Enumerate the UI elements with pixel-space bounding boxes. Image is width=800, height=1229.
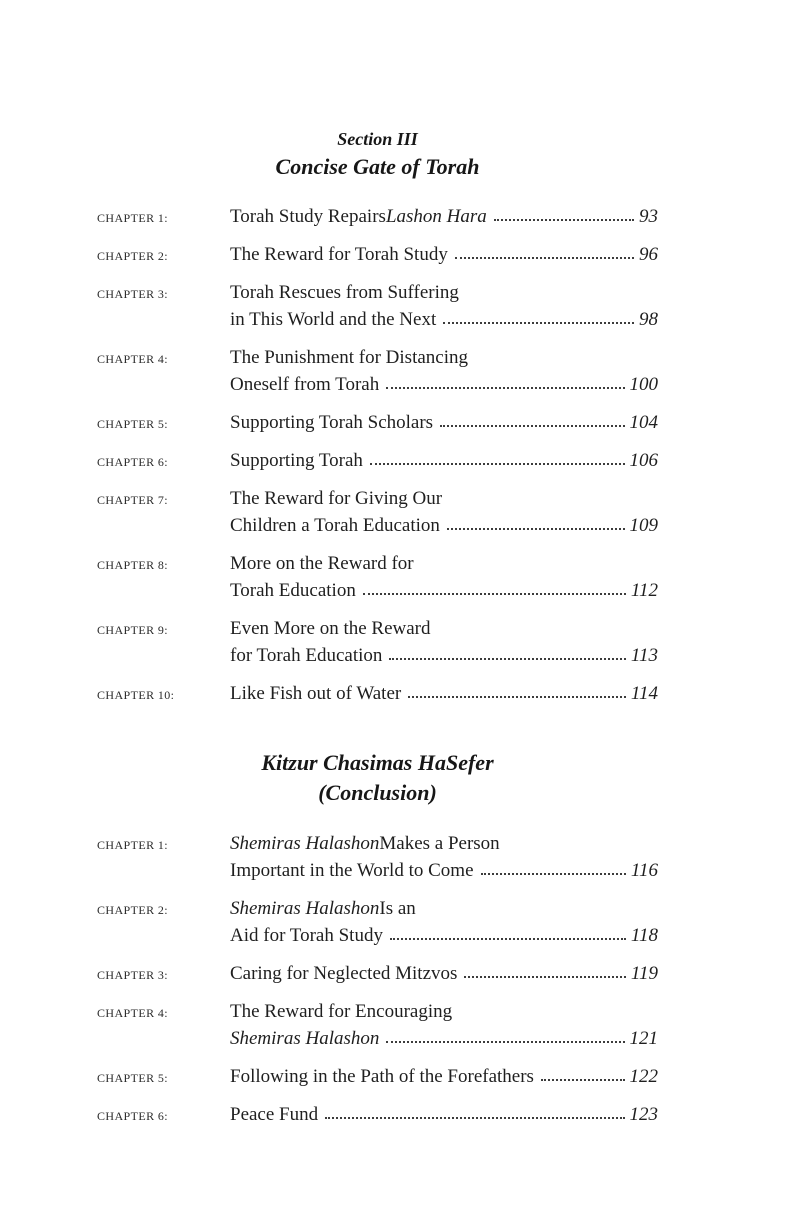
toc-entry xyxy=(97,960,658,987)
toc-entry xyxy=(97,1063,658,1090)
entry-title-line xyxy=(230,485,658,512)
entry-title-line xyxy=(230,1101,658,1128)
dot-leader xyxy=(408,696,626,698)
entry-title-line xyxy=(230,642,658,669)
toc-entry xyxy=(97,550,658,604)
entry-title xyxy=(230,680,658,707)
toc-entry xyxy=(97,409,658,436)
section-number-heading: Section III xyxy=(337,129,418,149)
entry-title-line xyxy=(230,830,658,857)
plain-text: The Reward for Torah Study xyxy=(230,244,448,265)
chapter-label: CHAPTER 2: xyxy=(97,249,169,263)
toc-section-concise-gate-of-torah xyxy=(97,126,658,707)
page-number: 123 xyxy=(629,1104,658,1125)
chapter-label: CHAPTER 1: xyxy=(97,211,169,225)
dot-leader xyxy=(386,1041,624,1043)
toc-entry xyxy=(97,279,658,333)
chapter-label: CHAPTER 8: xyxy=(97,558,169,572)
entry-title xyxy=(230,1101,658,1128)
page-number: 116 xyxy=(630,860,658,881)
page-number: 96 xyxy=(639,244,658,265)
plain-text: Torah Education xyxy=(230,580,356,601)
toc-entry xyxy=(97,203,658,230)
plain-text: Even More on the Reward xyxy=(230,618,431,639)
plain-text: in This World and the Next xyxy=(230,309,437,330)
plain-text: Torah Study Repairs xyxy=(230,206,386,227)
section-heading xyxy=(97,126,658,182)
dot-leader xyxy=(363,593,626,595)
entry-title xyxy=(230,895,658,949)
plain-text: Torah Rescues from Suffering xyxy=(230,282,459,303)
entry-title-line xyxy=(230,1063,658,1090)
toc-entry xyxy=(97,485,658,539)
italic-text: Shemiras Halashon xyxy=(230,1028,380,1049)
toc-entry xyxy=(97,615,658,669)
italic-text: Shemiras Halashon xyxy=(230,833,380,854)
dot-leader xyxy=(325,1117,624,1119)
plain-text: Following in the Path of the Forefathers xyxy=(230,1066,534,1087)
dot-leader xyxy=(455,257,634,259)
dot-leader xyxy=(481,873,626,875)
plain-text: Supporting Torah xyxy=(230,450,363,471)
entry-title-line xyxy=(230,306,658,333)
entry-title xyxy=(230,960,658,987)
dot-leader xyxy=(541,1079,625,1081)
entry-title xyxy=(230,241,658,268)
entry-title xyxy=(230,447,658,474)
entry-title-line xyxy=(230,203,658,230)
plain-text: Children a Torah Education xyxy=(230,515,440,536)
page-number: 104 xyxy=(629,412,658,433)
entry-title-line xyxy=(230,1025,658,1052)
plain-text: Like Fish out of Water xyxy=(230,683,402,704)
entry-title-line xyxy=(230,550,658,577)
page-number: 98 xyxy=(639,309,658,330)
section-title-heading-line1: Kitzur Chasimas HaSefer xyxy=(261,750,494,775)
toc-entry xyxy=(97,998,658,1052)
page-number: 118 xyxy=(630,925,658,946)
toc-entry xyxy=(97,680,658,707)
entry-title xyxy=(230,550,658,604)
entry-title-line xyxy=(230,857,658,884)
page-number: 106 xyxy=(629,450,658,471)
dot-leader xyxy=(386,387,624,389)
toc-entry xyxy=(97,344,658,398)
entry-title xyxy=(230,998,658,1052)
entry-title-line xyxy=(230,279,658,306)
chapter-label: CHAPTER 3: xyxy=(97,287,169,301)
section-title-heading-line2: (Conclusion) xyxy=(318,780,437,805)
plain-text: Caring for Neglected Mitzvos xyxy=(230,963,458,984)
entry-title-line xyxy=(230,615,658,642)
dot-leader xyxy=(447,528,625,530)
plain-text: Supporting Torah Scholars xyxy=(230,412,434,433)
chapter-label: CHAPTER 2: xyxy=(97,903,169,917)
page-number: 122 xyxy=(629,1066,658,1087)
entry-title-line xyxy=(230,680,658,707)
dot-leader xyxy=(370,463,625,465)
page-number: 109 xyxy=(629,515,658,536)
page-number: 114 xyxy=(630,683,658,704)
chapter-label: CHAPTER 1: xyxy=(97,838,169,852)
toc-entry xyxy=(97,830,658,884)
toc-entry xyxy=(97,241,658,268)
entry-title-line xyxy=(230,371,658,398)
entry-title-line xyxy=(230,447,658,474)
entry-title-line xyxy=(230,922,658,949)
chapter-label: CHAPTER 9: xyxy=(97,623,169,637)
dot-leader xyxy=(390,938,626,940)
entry-title xyxy=(230,409,658,436)
plain-text: Important in the World to Come xyxy=(230,860,474,881)
plain-text: Makes a Person xyxy=(379,833,500,854)
italic-text: Shemiras Halashon xyxy=(230,898,380,919)
page-number: 112 xyxy=(630,580,658,601)
chapter-label: CHAPTER 6: xyxy=(97,1109,169,1123)
plain-text: Aid for Torah Study xyxy=(230,925,383,946)
dot-leader xyxy=(440,425,624,427)
page-number: 113 xyxy=(630,645,658,666)
page-number: 93 xyxy=(639,206,658,227)
plain-text: Oneself from Torah xyxy=(230,374,380,395)
dot-leader xyxy=(464,976,626,978)
page-number: 121 xyxy=(629,1028,658,1049)
entry-title xyxy=(230,203,658,230)
entry-title xyxy=(230,615,658,669)
entry-title xyxy=(230,485,658,539)
plain-text: The Punishment for Distancing xyxy=(230,347,468,368)
toc-entry xyxy=(97,447,658,474)
page-number: 100 xyxy=(629,374,658,395)
entry-title-line xyxy=(230,577,658,604)
chapter-label: CHAPTER 5: xyxy=(97,1071,169,1085)
entry-title-line xyxy=(230,409,658,436)
entry-title xyxy=(230,279,658,333)
chapter-label: CHAPTER 4: xyxy=(97,352,169,366)
section-title-heading: Concise Gate of Torah xyxy=(275,154,480,179)
plain-text: More on the Reward for xyxy=(230,553,414,574)
entry-title-line xyxy=(230,895,658,922)
section-heading xyxy=(97,748,658,808)
entry-title xyxy=(230,344,658,398)
entry-title xyxy=(230,830,658,884)
plain-text: The Reward for Encouraging xyxy=(230,1001,453,1022)
entry-title-line xyxy=(230,344,658,371)
page-number: 119 xyxy=(630,963,658,984)
chapter-label: CHAPTER 10: xyxy=(97,688,175,702)
toc-entries xyxy=(97,203,658,707)
chapter-label: CHAPTER 6: xyxy=(97,455,169,469)
plain-text: for Torah Education xyxy=(230,645,383,666)
dot-leader xyxy=(389,658,626,660)
plain-text: Peace Fund xyxy=(230,1104,319,1125)
toc-entry xyxy=(97,1101,658,1128)
toc-section-conclusion xyxy=(97,748,658,1128)
toc-content xyxy=(97,126,658,1139)
entry-title-line xyxy=(230,960,658,987)
entry-title-line xyxy=(230,998,658,1025)
dot-leader xyxy=(443,322,634,324)
dot-leader xyxy=(494,219,634,221)
italic-text: Lashon Hara xyxy=(385,206,487,227)
entry-title-line xyxy=(230,512,658,539)
entry-title xyxy=(230,1063,658,1090)
chapter-label: CHAPTER 7: xyxy=(97,493,169,507)
chapter-label: CHAPTER 4: xyxy=(97,1006,169,1020)
toc-entry xyxy=(97,895,658,949)
plain-text: Is an xyxy=(379,898,416,919)
plain-text: The Reward for Giving Our xyxy=(230,488,443,509)
chapter-label: CHAPTER 3: xyxy=(97,968,169,982)
chapter-label: CHAPTER 5: xyxy=(97,417,169,431)
toc-entries xyxy=(97,830,658,1128)
entry-title-line xyxy=(230,241,658,268)
